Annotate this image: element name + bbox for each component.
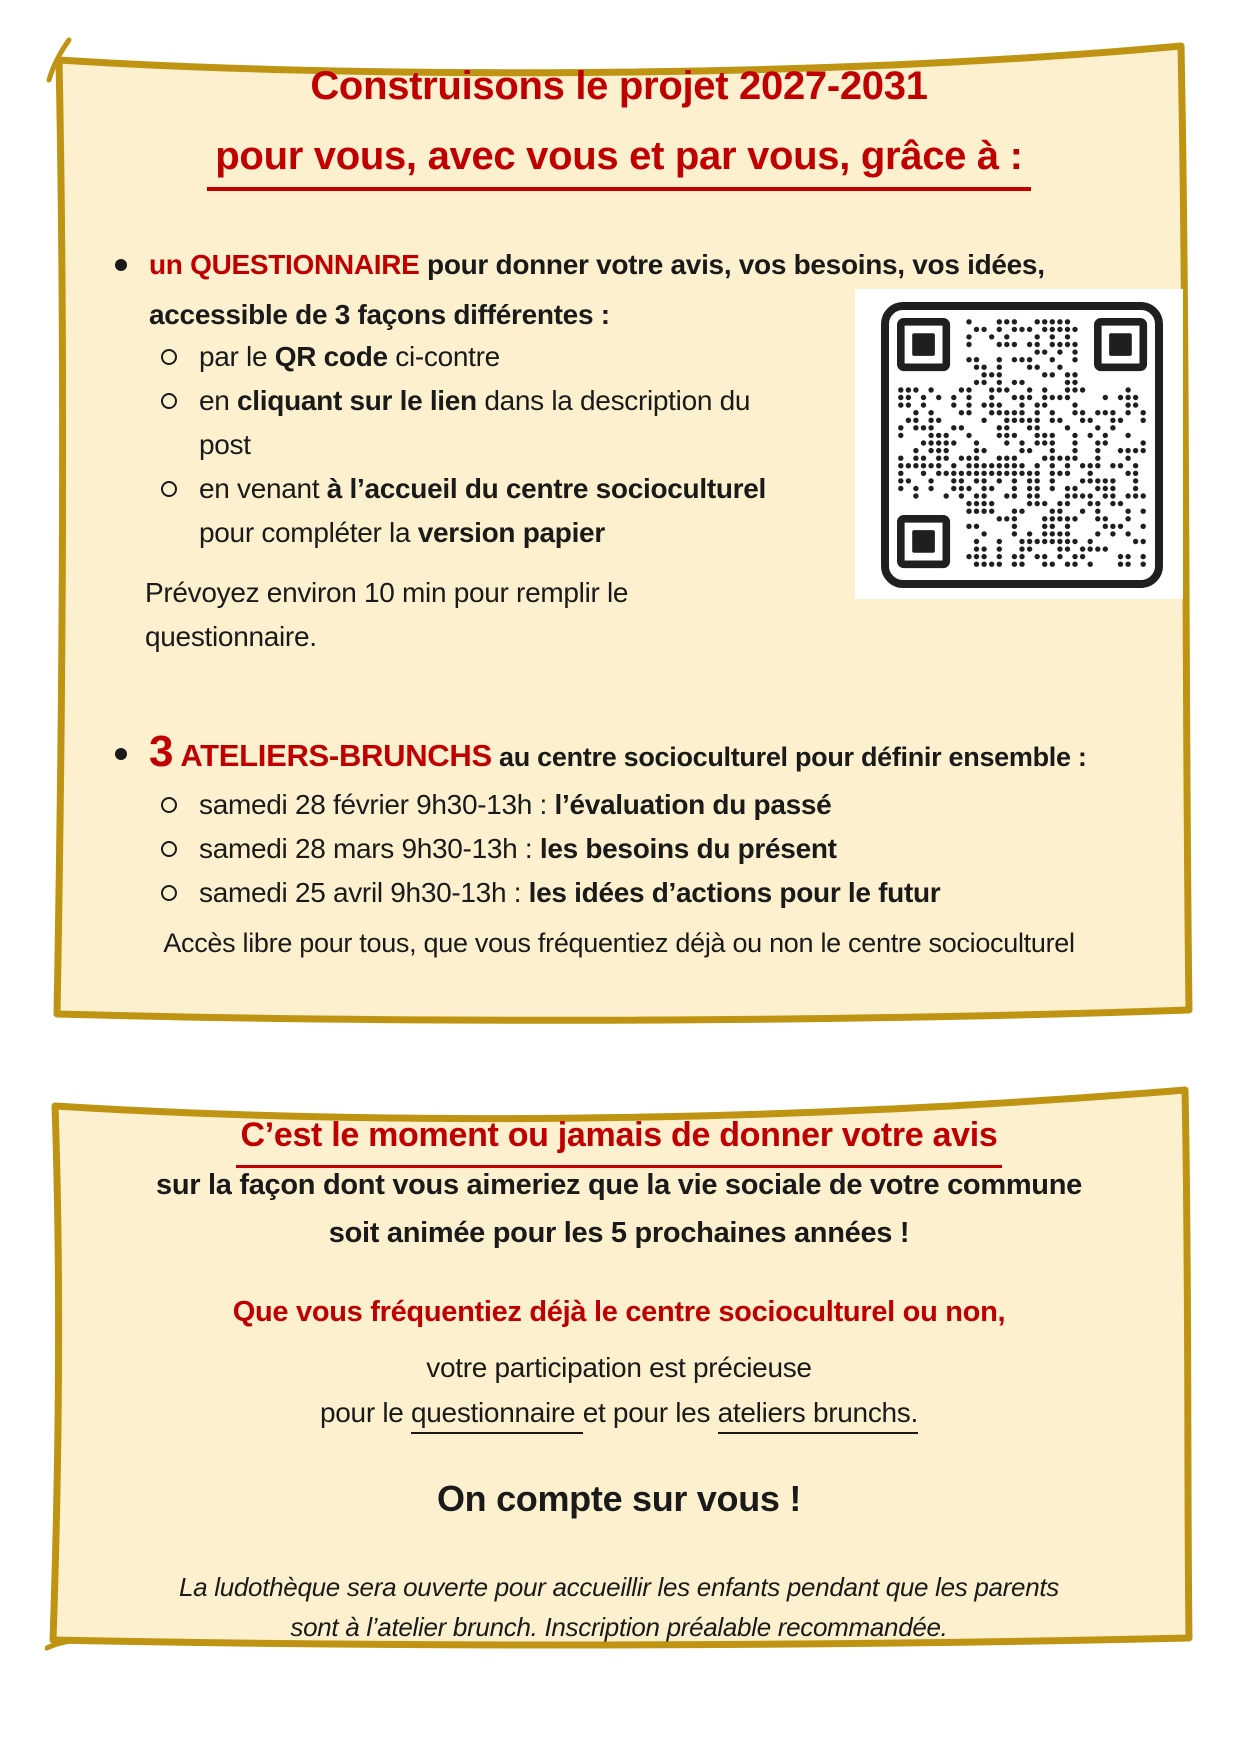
item1-tail: ci-contre [387, 341, 500, 372]
bullet-ateliers [115, 724, 1175, 790]
list-item [161, 871, 1161, 915]
bullet-circle-icon [161, 797, 177, 813]
bullet-questionnaire-line2: accessible de 3 façons différentes : [149, 299, 610, 330]
qr-code-drawing [881, 302, 1163, 588]
ludotheque-note-line1: La ludothèque sera ouverte pour accueillir les enfants pendant que les parents [179, 1572, 1059, 1602]
bullet-dot-icon [115, 748, 127, 760]
p2-underline-ateliers: ateliers brunchs. [718, 1397, 918, 1434]
questionnaire-sublist [161, 335, 861, 555]
date3-bold: les idées d’actions pour le futur [528, 877, 941, 908]
date1-text: samedi 28 février 9h30-13h : [199, 789, 555, 820]
date3-text: samedi 25 avril 9h30-13h : [199, 877, 529, 908]
bullet-circle-icon [161, 393, 177, 409]
date2-bold: les besoins du présent [539, 833, 837, 864]
item2-wrap: post [199, 429, 251, 460]
panel2-subtitle [45, 1161, 1193, 1257]
list-item [161, 783, 1161, 827]
item3-text: en venant [199, 473, 327, 504]
bullet-dot-icon [115, 259, 127, 271]
bullet-circle-icon [161, 841, 177, 857]
call-to-action-panel [45, 1082, 1193, 1654]
bullet-circle-icon [161, 349, 177, 365]
qr-code [855, 289, 1183, 599]
list-item [161, 379, 861, 467]
ateliers-count: 3 [149, 727, 174, 776]
panel2-subtitle-line2: soit animée pour les 5 prochaines années ! [328, 1217, 910, 1249]
participation-line: votre participation est précieuse [426, 1352, 812, 1383]
cta-line: On compte sur vous ! [436, 1478, 802, 1519]
bullet-questionnaire-rest: pour donner votre avis, vos besoins, vos idées, [419, 249, 1045, 280]
item2-tail: dans la description du [476, 385, 751, 416]
date1-bold: l’évaluation du passé [554, 789, 832, 820]
ateliers-lead: ATELIERS-BRUNCHS [173, 738, 492, 773]
ateliers-sublist [161, 783, 1161, 915]
duration-note [145, 571, 628, 659]
panel1-title-line1: Construisons le projet 2027-2031 [310, 64, 928, 108]
item3-bold2: version papier [417, 517, 605, 548]
item1-text: par le [199, 341, 275, 372]
panel2-subtitle-line1: sur la façon dont vous aimeriez que la vie sociale de votre commune [156, 1169, 1082, 1201]
panel1-title-line2-wrap [45, 132, 1193, 191]
panel2-title: C’est le moment ou jamais de donner votre avis [236, 1111, 1001, 1168]
list-item [161, 827, 1161, 871]
bullet-circle-icon [161, 481, 177, 497]
duration-note-line1: Prévoyez environ 10 min pour remplir le [145, 577, 629, 608]
panel2-red-line: Que vous fréquentiez déjà le centre socioculturel ou non, [232, 1296, 1006, 1328]
item2-bold: cliquant sur le lien [237, 385, 477, 416]
bullet-questionnaire-lead: un QUESTIONNAIRE [149, 249, 420, 280]
participation-detail [45, 1391, 1193, 1435]
item3-tail: pour compléter la [199, 517, 418, 548]
ludotheque-note [45, 1567, 1193, 1647]
p2-underline-questionnaire: questionnaire [411, 1397, 583, 1434]
bullet-circle-icon [161, 885, 177, 901]
ateliers-rest: au centre socioculturel pour définir ensemble : [491, 742, 1087, 772]
list-item [161, 467, 861, 555]
date2-text: samedi 28 mars 9h30-13h : [199, 833, 540, 864]
duration-note-line2: questionnaire. [145, 621, 317, 652]
list-item [161, 335, 861, 379]
item1-bold: QR code [274, 341, 388, 372]
panel2-title-wrap [45, 1111, 1193, 1168]
item2-text: en [199, 385, 238, 416]
panel1-title-line2: pour vous, avec vous et par vous, grâce à : [207, 132, 1030, 191]
open-access-note: Accès libre pour tous, que vous fréquentiez déjà ou non le centre socioculturel [163, 928, 1075, 958]
item3-bold: à l’accueil du centre socioculturel [326, 473, 766, 504]
p2-text: pour le [320, 1397, 411, 1428]
questionnaire-panel [45, 24, 1193, 1028]
p2-text2: et pour les [582, 1397, 718, 1428]
ludotheque-note-line2: sont à l’atelier brunch. Inscription préalable recommandée. [290, 1612, 948, 1642]
